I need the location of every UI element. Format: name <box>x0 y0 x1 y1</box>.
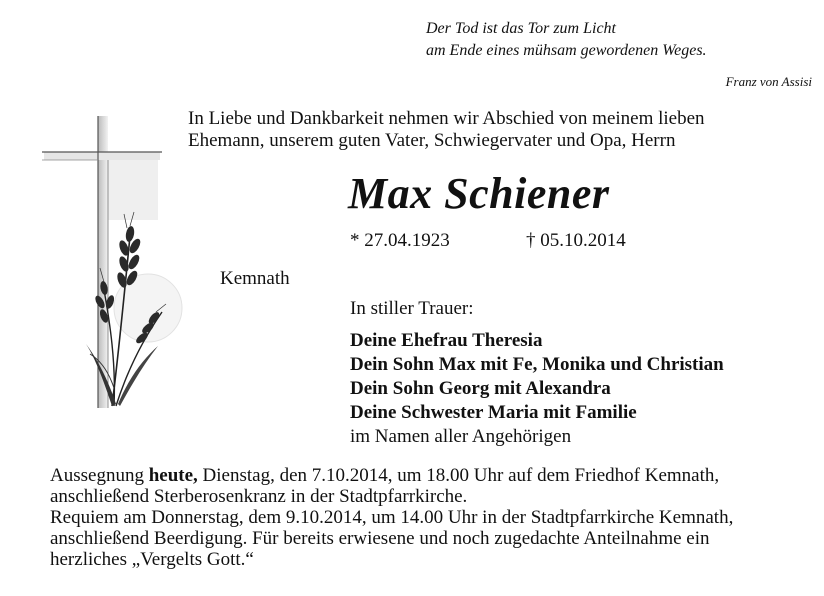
place-name: Kemnath <box>220 268 290 289</box>
service-details <box>50 465 733 570</box>
quote-line-2: am Ende eines mühsam gewordenen Weges. <box>426 42 707 59</box>
death-date: † 05.10.2014 <box>526 230 626 251</box>
service-line-1-pre: Aussegnung <box>50 465 149 486</box>
service-line-4: anschließend Beerdigung. Für bereits erwiesene und noch zugedachte Anteilnahme ein <box>50 528 710 549</box>
cross-wheat-icon <box>38 108 188 413</box>
intro-line-1: In Liebe und Dankbarkeit nehmen wir Abschied von meinem lieben <box>188 108 705 129</box>
intro-line-2: Ehemann, unserem guten Vater, Schwiegervater und Opa, Herrn <box>188 130 676 151</box>
service-line-1-bold: heute, <box>148 465 198 486</box>
service-line-2: anschließend Sterberosenkranz in der Stadtpfarrkirche. <box>50 486 468 507</box>
mourner-item: Deine Schwester Maria mit Familie <box>350 402 637 423</box>
mourner-item: Deine Ehefrau Theresia <box>350 330 543 351</box>
mourner-item: Dein Sohn Georg mit Alexandra <box>350 378 611 399</box>
quote-line-1: Der Tod ist das Tor zum Licht <box>426 20 616 37</box>
mourners-heading: In stiller Trauer: <box>350 298 474 319</box>
birth-date: * 27.04.1923 <box>350 230 450 251</box>
mourner-item: Dein Sohn Max mit Fe, Monika und Christian <box>350 354 724 375</box>
mourners-closing: im Namen aller Angehörigen <box>350 426 572 447</box>
deceased-name: Max Schiener <box>348 169 610 218</box>
service-line-5: herzliches „Vergelts Gott.“ <box>50 549 254 570</box>
service-line-1-post: Dienstag, den 7.10.2014, um 18.00 Uhr auf dem Friedhof Kemnath, <box>197 465 720 486</box>
intro-text <box>188 108 705 152</box>
quote-author: Franz von Assisi <box>725 74 812 89</box>
service-line-1 <box>50 465 733 486</box>
service-line-3: Requiem am Donnerstag, dem 9.10.2014, um 14.00 Uhr in der Stadtpfarrkirche Kemnath, <box>50 507 734 528</box>
quote <box>426 18 707 62</box>
mourners-list <box>350 329 724 449</box>
